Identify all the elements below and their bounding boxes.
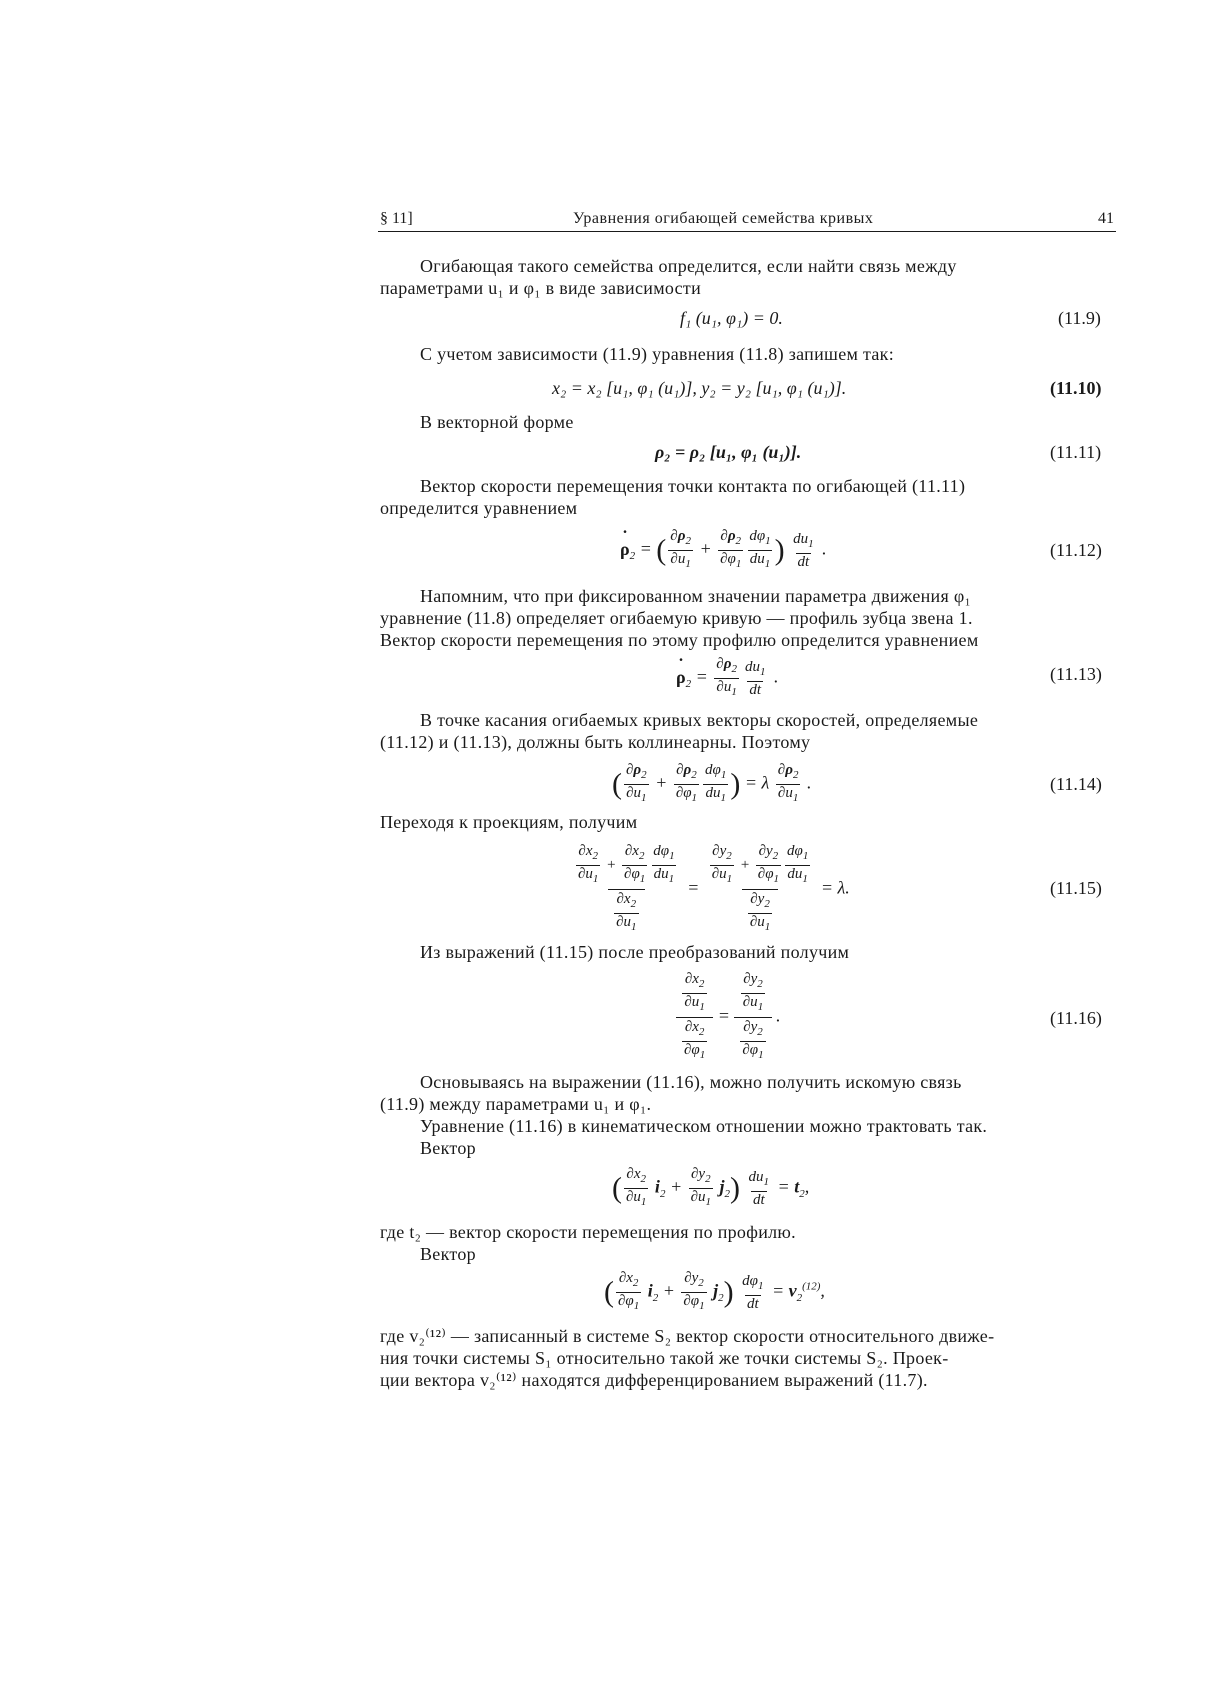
equation-number: (11.12) [1050, 540, 1102, 560]
equation-11-11: ρ₂ = ρ₂ [u₁, φ₁ (u₁)]. [655, 442, 802, 462]
paragraph-line: Уравнение (11.16) в кинематическом отношении можно трактовать так. [420, 1116, 988, 1136]
paragraph-line: параметрами u₁ и φ₁ в виде зависимости [380, 278, 702, 298]
paragraph-line: Из выражений (11.15) после преобразований получим [420, 942, 850, 962]
paragraph-line: ции вектора v₂⁽¹²⁾ находятся дифференцированием выражений (11.7). [380, 1370, 928, 1390]
equation-11-12: ˙ $\rho_2$ = ( $\frac{\partial\rho_2}{\partial u_1}$ + $\frac{\partial\rho_2}{\partial\varphi_1}$ $\frac{d\varphi_1}{du_1}$ ) $\frac{du_1}{dt}$ . [620, 528, 827, 573]
paragraph-line: В точке касания огибаемых кривых векторы скоростей, определяемые [420, 710, 979, 730]
paragraph-line: Вектор скорости перемещения по этому профилю определится уравнением [380, 630, 979, 650]
equation-11-9: f₁ (u₁, φ₁) = 0. [680, 308, 783, 328]
paragraph-line: (11.9) между параметрами u₁ и φ₁. [380, 1094, 652, 1114]
equation-number: (11.13) [1050, 664, 1102, 684]
equation-11-13: ˙ $\rho_2$ = $\frac{\partial\rho_2}{\partial u_1}$ $\frac{du_1}{dt}$ . [676, 656, 778, 701]
page-number: 41 [1098, 210, 1114, 227]
paragraph-line: где t₂ — вектор скорости перемещения по профилю. [380, 1222, 796, 1242]
running-header-section: § 11] [380, 210, 413, 227]
paragraph-line: Вектор [420, 1244, 476, 1264]
paragraph-line: ния точки системы S₁ относительно такой же точки системы S₂. Проек- [380, 1348, 949, 1368]
paragraph-line: где v₂⁽¹²⁾ — записанный в системе S₂ вектор скорости относительного движе- [380, 1326, 995, 1346]
paragraph-line: (11.12) и (11.13), должны быть коллинеарны. Поэтому [380, 732, 811, 752]
equation-11-10: x₂ = x₂ [u₁, φ₁ (u₁)], y₂ = y₂ [u₁, φ₁ (u₁)]. [552, 378, 847, 398]
paragraph-line: уравнение (11.8) определяет огибаемую кривую — профиль зубца звена 1. [380, 608, 973, 628]
equation-relative-velocity: ( $\frac{\partial x_2}{\partial\varphi_1}$ $i_2$ + $\frac{\partial y_2}{\partial\varphi_1}$ $j_2$) $\frac{d\varphi_1}{dt}$ = $v_2^{(12)}$, [604, 1270, 825, 1315]
paragraph-line: Огибающая такого семейства определится, если найти связь между [420, 256, 957, 276]
paragraph-line: В векторной форме [420, 412, 574, 432]
paragraph-line: Переходя к проекциям, получим [380, 812, 638, 832]
paragraph-line: Основываясь на выражении (11.16), можно получить искомую связь [420, 1072, 962, 1092]
paragraph-line: Вектор скорости перемещения точки контакта по огибающей (11.11) [420, 476, 966, 496]
equation-11-15: $\frac{\partial x_2}{\partial u_1}$ + $\frac{\partial x_2}{\partial\varphi_1}$ $\frac{d\varphi_1}{du_1}$ $\frac{\partial x_2}{\partial u_1}$ = $\frac{\partial y_2}{\partial u_1}$ + $\frac{\partial y_2}{\partial\varphi_1}$ $\frac{d\varphi_1}{du_1}$ $\frac{\partial y_2}{\partial u_1}$ = λ. [570, 842, 850, 937]
equation-number: (11.10) [1050, 378, 1102, 398]
equation-tangent-velocity: ( $\frac{\partial x_2}{\partial u_1}$ $i_2$ + $\frac{\partial y_2}{\partial u_1}$ $j_2$) $\frac{du_1}{dt}$ = $t_2$, [612, 1166, 809, 1211]
running-header-title: Уравнения огибающей семейства кривых [573, 210, 874, 227]
equation-11-14: ( $\frac{\partial\rho_2}{\partial u_1}$ + $\frac{\partial\rho_2}{\partial\varphi_1}$ $\frac{d\varphi_1}{du_1}$ ) = λ $\frac{\partial\rho_2}{\partial u_1}$ . [612, 762, 811, 807]
paragraph-line: Вектор [420, 1138, 476, 1158]
paragraph-line: С учетом зависимости (11.9) уравнения (11.8) запишем так: [420, 344, 894, 364]
equation-number: (11.14) [1050, 774, 1102, 794]
equation-number: (11.11) [1050, 442, 1102, 462]
equation-number: (11.9) [1058, 308, 1101, 328]
header-rule [378, 231, 1116, 232]
equation-11-16: $\frac{\frac{\partial x_2}{\partial u_1}}{\frac{\partial x_2}{\partial\varphi_1}}$ = $\frac{\frac{\partial y_2}{\partial u_1}}{\frac{\partial y_2}{\partial\varphi_1}}$ . [676, 970, 781, 1065]
equation-number: (11.15) [1050, 878, 1102, 898]
equation-number: (11.16) [1050, 1008, 1102, 1028]
paragraph-line: определится уравнением [380, 498, 578, 518]
paragraph-line: Напомним, что при фиксированном значении параметра движения φ₁ [420, 586, 972, 606]
